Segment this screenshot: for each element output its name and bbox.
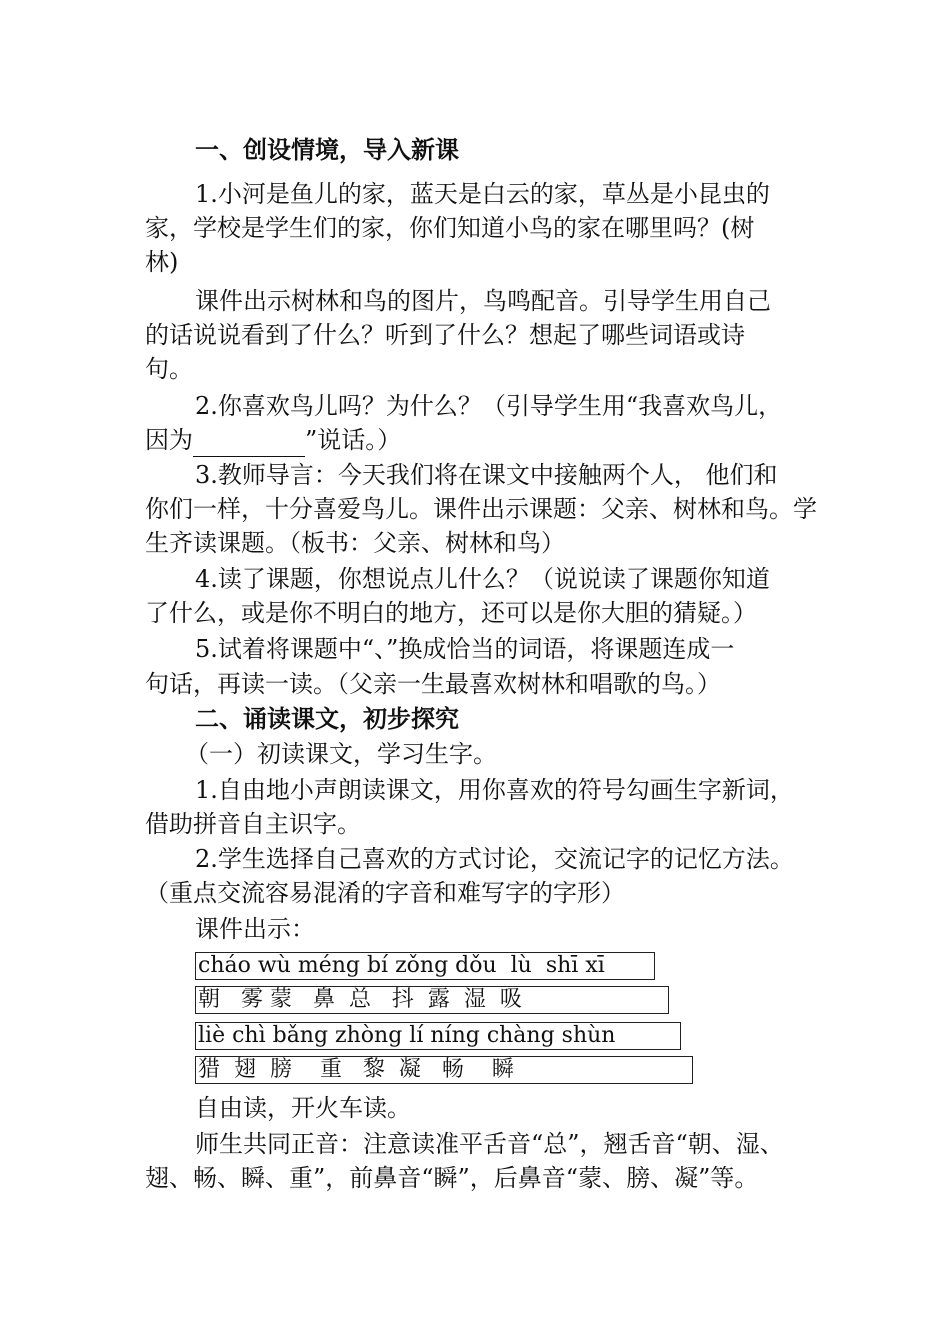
paragraph-line-with-blank	[145, 423, 401, 457]
pinyin-box-2: liè chì bǎng zhòng lí níng chàng shùn	[195, 1022, 681, 1050]
paragraph-line: 了什么，或是你不明白的地方，还可以是你大胆的猜疑。）	[145, 599, 757, 627]
paragraph-line: 1.自由地小声朗读课文，用你喜欢的符号勾画生字新词，	[195, 776, 794, 804]
section2-heading: 二、诵读课文，初步探究	[195, 704, 459, 733]
paragraph-line: 你们一样，十分喜爱鸟儿。课件出示课题：父亲、树林和鸟。学	[145, 495, 817, 523]
paragraph-line: （重点交流容易混淆的字音和难写字的字形）	[145, 879, 625, 907]
paragraph-line: 4.读了课题，你想说点儿什么？（说说读了课题你知道	[195, 565, 770, 593]
paragraph-line: 课件出示树林和鸟的图片，鸟鸣配音。引导学生用自己	[195, 287, 771, 315]
fill-blank-line	[193, 430, 305, 457]
paragraph-line: 5.试着将课题中“、”换成恰当的词语，将课题连成一	[195, 635, 735, 663]
text-after-blank: ”说话。）	[305, 426, 402, 454]
paragraph-line: 句话，再读一读。（父亲一生最喜欢树林和唱歌的鸟。）	[145, 670, 721, 698]
paragraph-line: 2.学生选择自己喜欢的方式讨论，交流记字的记忆方法。	[195, 845, 794, 873]
section1-heading: 一、创设情境，导入新课	[195, 135, 459, 164]
paragraph-line: 句。	[145, 355, 193, 383]
paragraph-line: 1.小河是鱼儿的家，蓝天是白云的家，草丛是小昆虫的	[195, 180, 770, 208]
show-label: 课件出示：	[195, 915, 315, 943]
paragraph-line: 师生共同正音：注意读准平舌音“总”，翘舌音“朝、湿、	[195, 1130, 784, 1158]
pinyin-box-1: cháo wù méng bí zǒng dǒu lù shī xī	[195, 952, 655, 980]
paragraph-line: 的话说说看到了什么？听到了什么？想起了哪些词语或诗	[145, 321, 745, 349]
paragraph-line: 借助拼音自主识字。	[145, 810, 361, 838]
subsection-heading: （一）初读课文，学习生字。	[185, 740, 497, 768]
paragraph-line: 自由读，开火车读。	[195, 1094, 411, 1122]
paragraph-line: 家，学校是学生们的家，你们知道小鸟的家在哪里吗？(树	[145, 214, 755, 242]
paragraph-line: 生齐读课题。（板书：父亲、树林和鸟）	[145, 529, 565, 557]
paragraph-line: 林)	[145, 248, 179, 276]
text-before-blank: 因为	[145, 426, 193, 454]
paragraph-line: 翅、畅、瞬、重”，前鼻音“瞬”，后鼻音“蒙、膀、凝”等。	[145, 1164, 759, 1192]
paragraph-line: 3.教师导言：今天我们将在课文中接触两个人， 他们和	[195, 461, 778, 489]
character-box-1: 朝 雾 蒙 鼻 总 抖 露 湿 吸	[195, 986, 669, 1014]
paragraph-line: 2.你喜欢鸟儿吗？为什么？（引导学生用“我喜欢鸟儿，	[195, 392, 783, 420]
character-box-2: 猎 翅 膀 重 黎 凝 畅 瞬	[195, 1056, 693, 1084]
